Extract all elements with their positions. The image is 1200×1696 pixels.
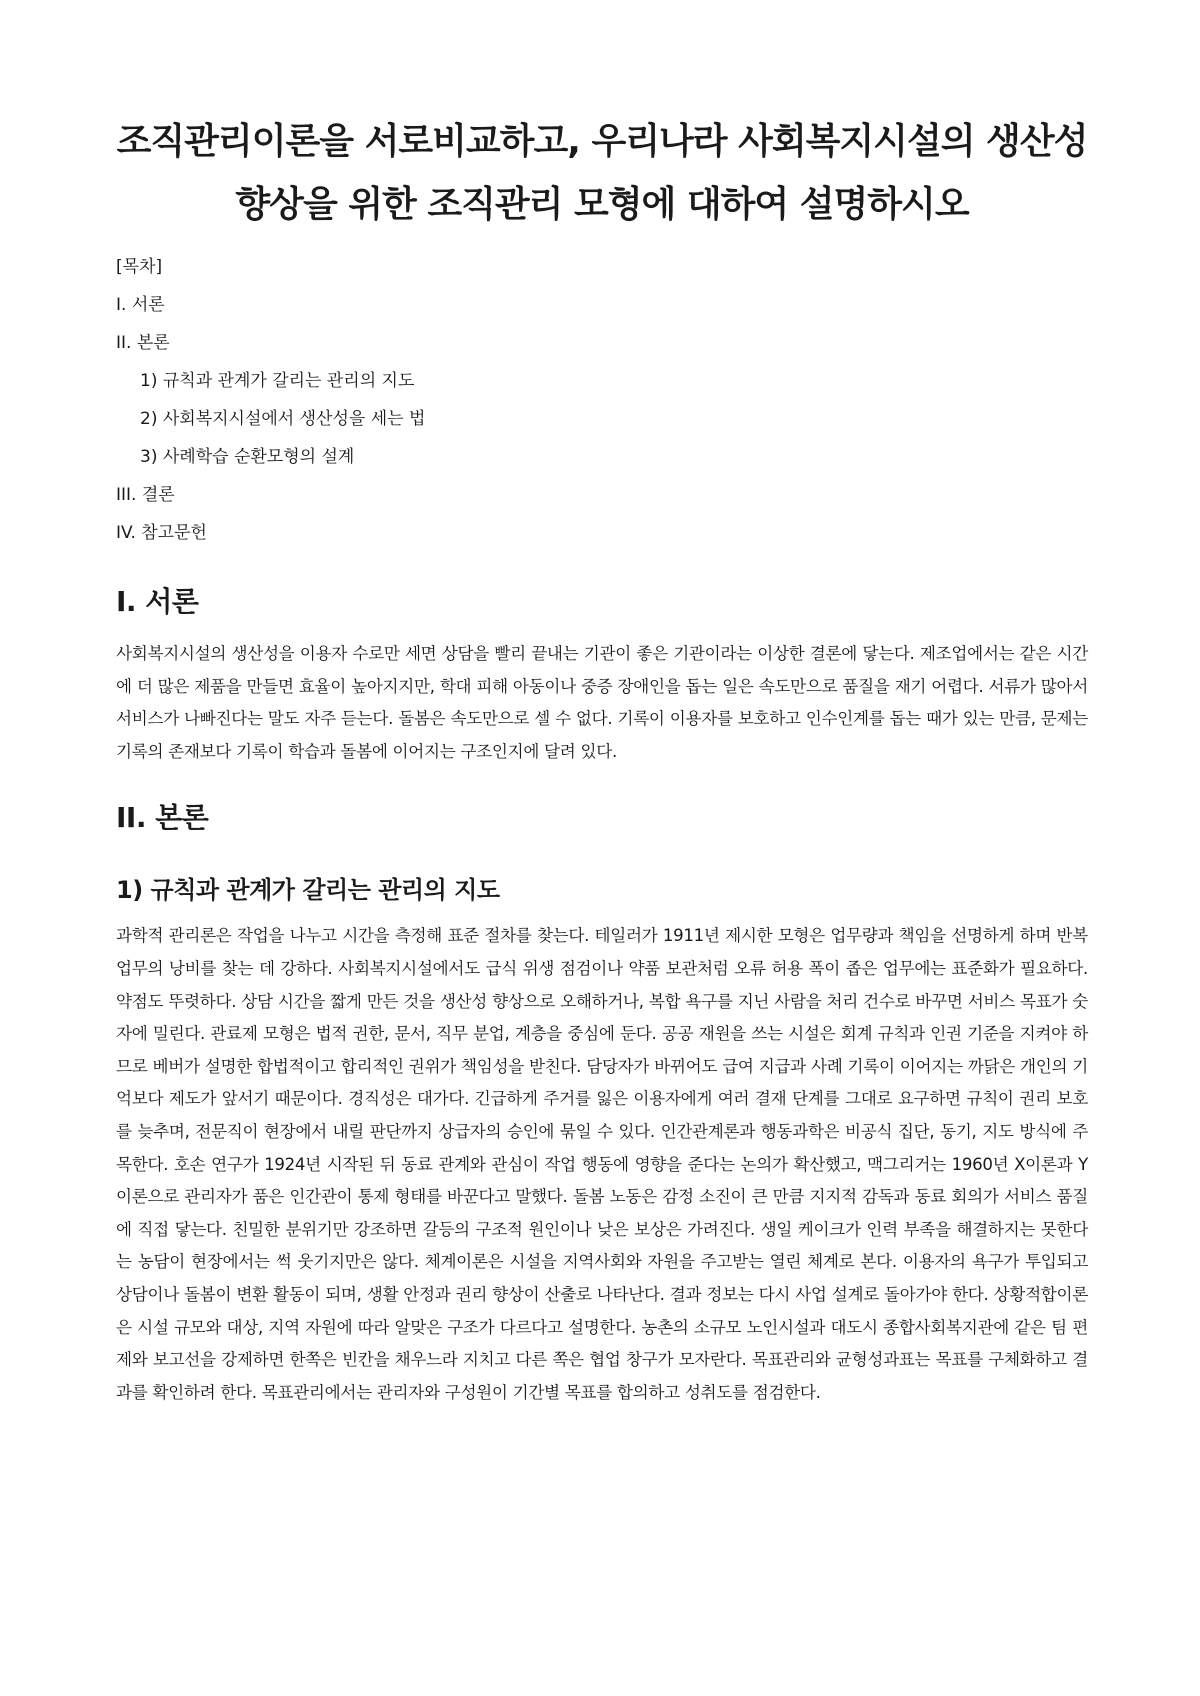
toc-item-body-3: 3) 사례학습 순환모형의 설계 bbox=[140, 447, 355, 467]
table-of-contents bbox=[116, 248, 1088, 552]
toc-item-references: IV. 참고문헌 bbox=[116, 523, 207, 543]
toc-item-body-2: 2) 사회복지시설에서 생산성을 세는 법 bbox=[140, 409, 426, 429]
subsection-1-paragraph: 과학적 관리론은 작업을 나누고 시간을 측정해 표준 절차를 찾는다. 테일러가 1911년 제시한 모형은 업무량과 책임을 선명하게 하며 반복 업무의 낭비를 찾는 데 강하다. 사회복지시설에서도 급식 위생 점검이나 약품 보관처럼 오류 허용 폭이 좁은 업무에는 표준화가 필요하다. 약점도 뚜렷하다. 상담 시간을 짧게 만든 것을 생산성 향상으로 오해하거나, 복합 욕구를 지닌 사람을 처리 건수로 바꾸면 서비스 목표가 숫자에 밀린다. 관료제 모형은 법적 권한, 문서, 직무 분업, 계층을 중심에 둔다. 공공 재원을 쓰는 시설은 회계 규칙과 인권 기준을 지켜야 하므로 베버가 설명한 합법적이고 합리적인 권위가 책임성을 받친다. 담당자가 바뀌어도 급여 지급과 사례 기록이 이어지는 까닭은 개인의 기억보다 제도가 앞서기 때문이다. 경직성은 대가다. 긴급하게 주거를 잃은 이용자에게 여러 결재 단계를 그대로 요구하면 규칙이 권리 보호를 늦추며, 전문직이 현장에서 내릴 판단까지 상급자의 승인에 묶일 수 있다. 인간관계론과 행동과학은 비공식 집단, 동기, 지도 방식에 주목한다. 호손 연구가 1924년 시작된 뒤 동료 관계와 관심이 작업 행동에 영향을 준다는 논의가 확산했고, 맥그리거는 1960년 X이론과 Y이론으로 관리자가 품은 인간관이 통제 형태를 바꾼다고 말했다. 돌봄 노동은 감정 소진이 큰 만큼 지지적 감독과 동료 회의가 서비스 품질에 직접 닿는다. 친밀한 분위기만 강조하면 갈등의 구조적 원인이나 낮은 보상은 가려진다. 생일 케이크가 인력 부족을 해결하지는 못한다는 농담이 현장에서는 썩 웃기지만은 않다. 체계이론은 시설을 지역사회와 자원을 주고받는 열린 체계로 본다. 이용자의 욕구가 투입되고 상담이나 돌봄이 변환 활동이 되며, 생활 안정과 권리 향상이 산출로 나타난다. 결과 정보는 다시 사업 설계로 돌아가야 한다. 상황적합이론은 시설 규모와 대상, 지역 자원에 따라 알맞은 구조가 다르다고 설명한다. 농촌의 소규모 노인시설과 대도시 종합사회복지관에 같은 팀 편제와 보고선을 강제하면 한쪽은 빈칸을 채우느라 지치고 다른 쪽은 협업 창구가 모자란다. 목표관리와 균형성과표는 목표를 구체화하고 결과를 확인하려 한다. 목표관리에서는 관리자와 구성원이 기간별 목표를 합의하고 성취도를 점검한다. bbox=[116, 926, 1088, 1402]
toc-item-body: II. 본론 bbox=[116, 333, 170, 353]
toc-item-intro: I. 서론 bbox=[116, 295, 165, 315]
subsection-heading-1: 1) 규칙과 관계가 갈리는 관리의 지도 bbox=[116, 876, 500, 905]
intro-paragraph: 사회복지시설의 생산성을 이용자 수로만 세면 상담을 빨리 끝내는 기관이 좋은 기관이라는 이상한 결론에 닿는다. 제조업에서는 같은 시간에 더 많은 제품을 만들면 효율이 높아지지만, 학대 피해 아동이나 중증 장애인을 돕는 일은 속도만으로 품질을 재기 어렵다. 서류가 많아서 서비스가 나빠진다는 말도 자주 듣는다. 돌봄은 속도만으로 셀 수 없다. 기록이 이용자를 보호하고 인수인계를 돕는 때가 있는 만큼, 문제는 기록의 존재보다 기록이 학습과 돌봄에 이어지는 구조인지에 달려 있다. bbox=[116, 644, 1088, 761]
toc-heading: [목차] bbox=[116, 257, 163, 277]
toc-item-body-1: 1) 규칙과 관계가 갈리는 관리의 지도 bbox=[140, 371, 415, 391]
document-title: 조직관리이론을 서로비교하고, 우리나라 사회복지시설의 생산성 향상을 위한 조직관리 모형에 대하여 설명하시오 bbox=[116, 121, 1088, 225]
section-heading-intro: I. 서론 bbox=[116, 585, 199, 618]
toc-item-conclusion: III. 결론 bbox=[116, 485, 175, 505]
section-heading-body: II. 본론 bbox=[116, 801, 209, 835]
